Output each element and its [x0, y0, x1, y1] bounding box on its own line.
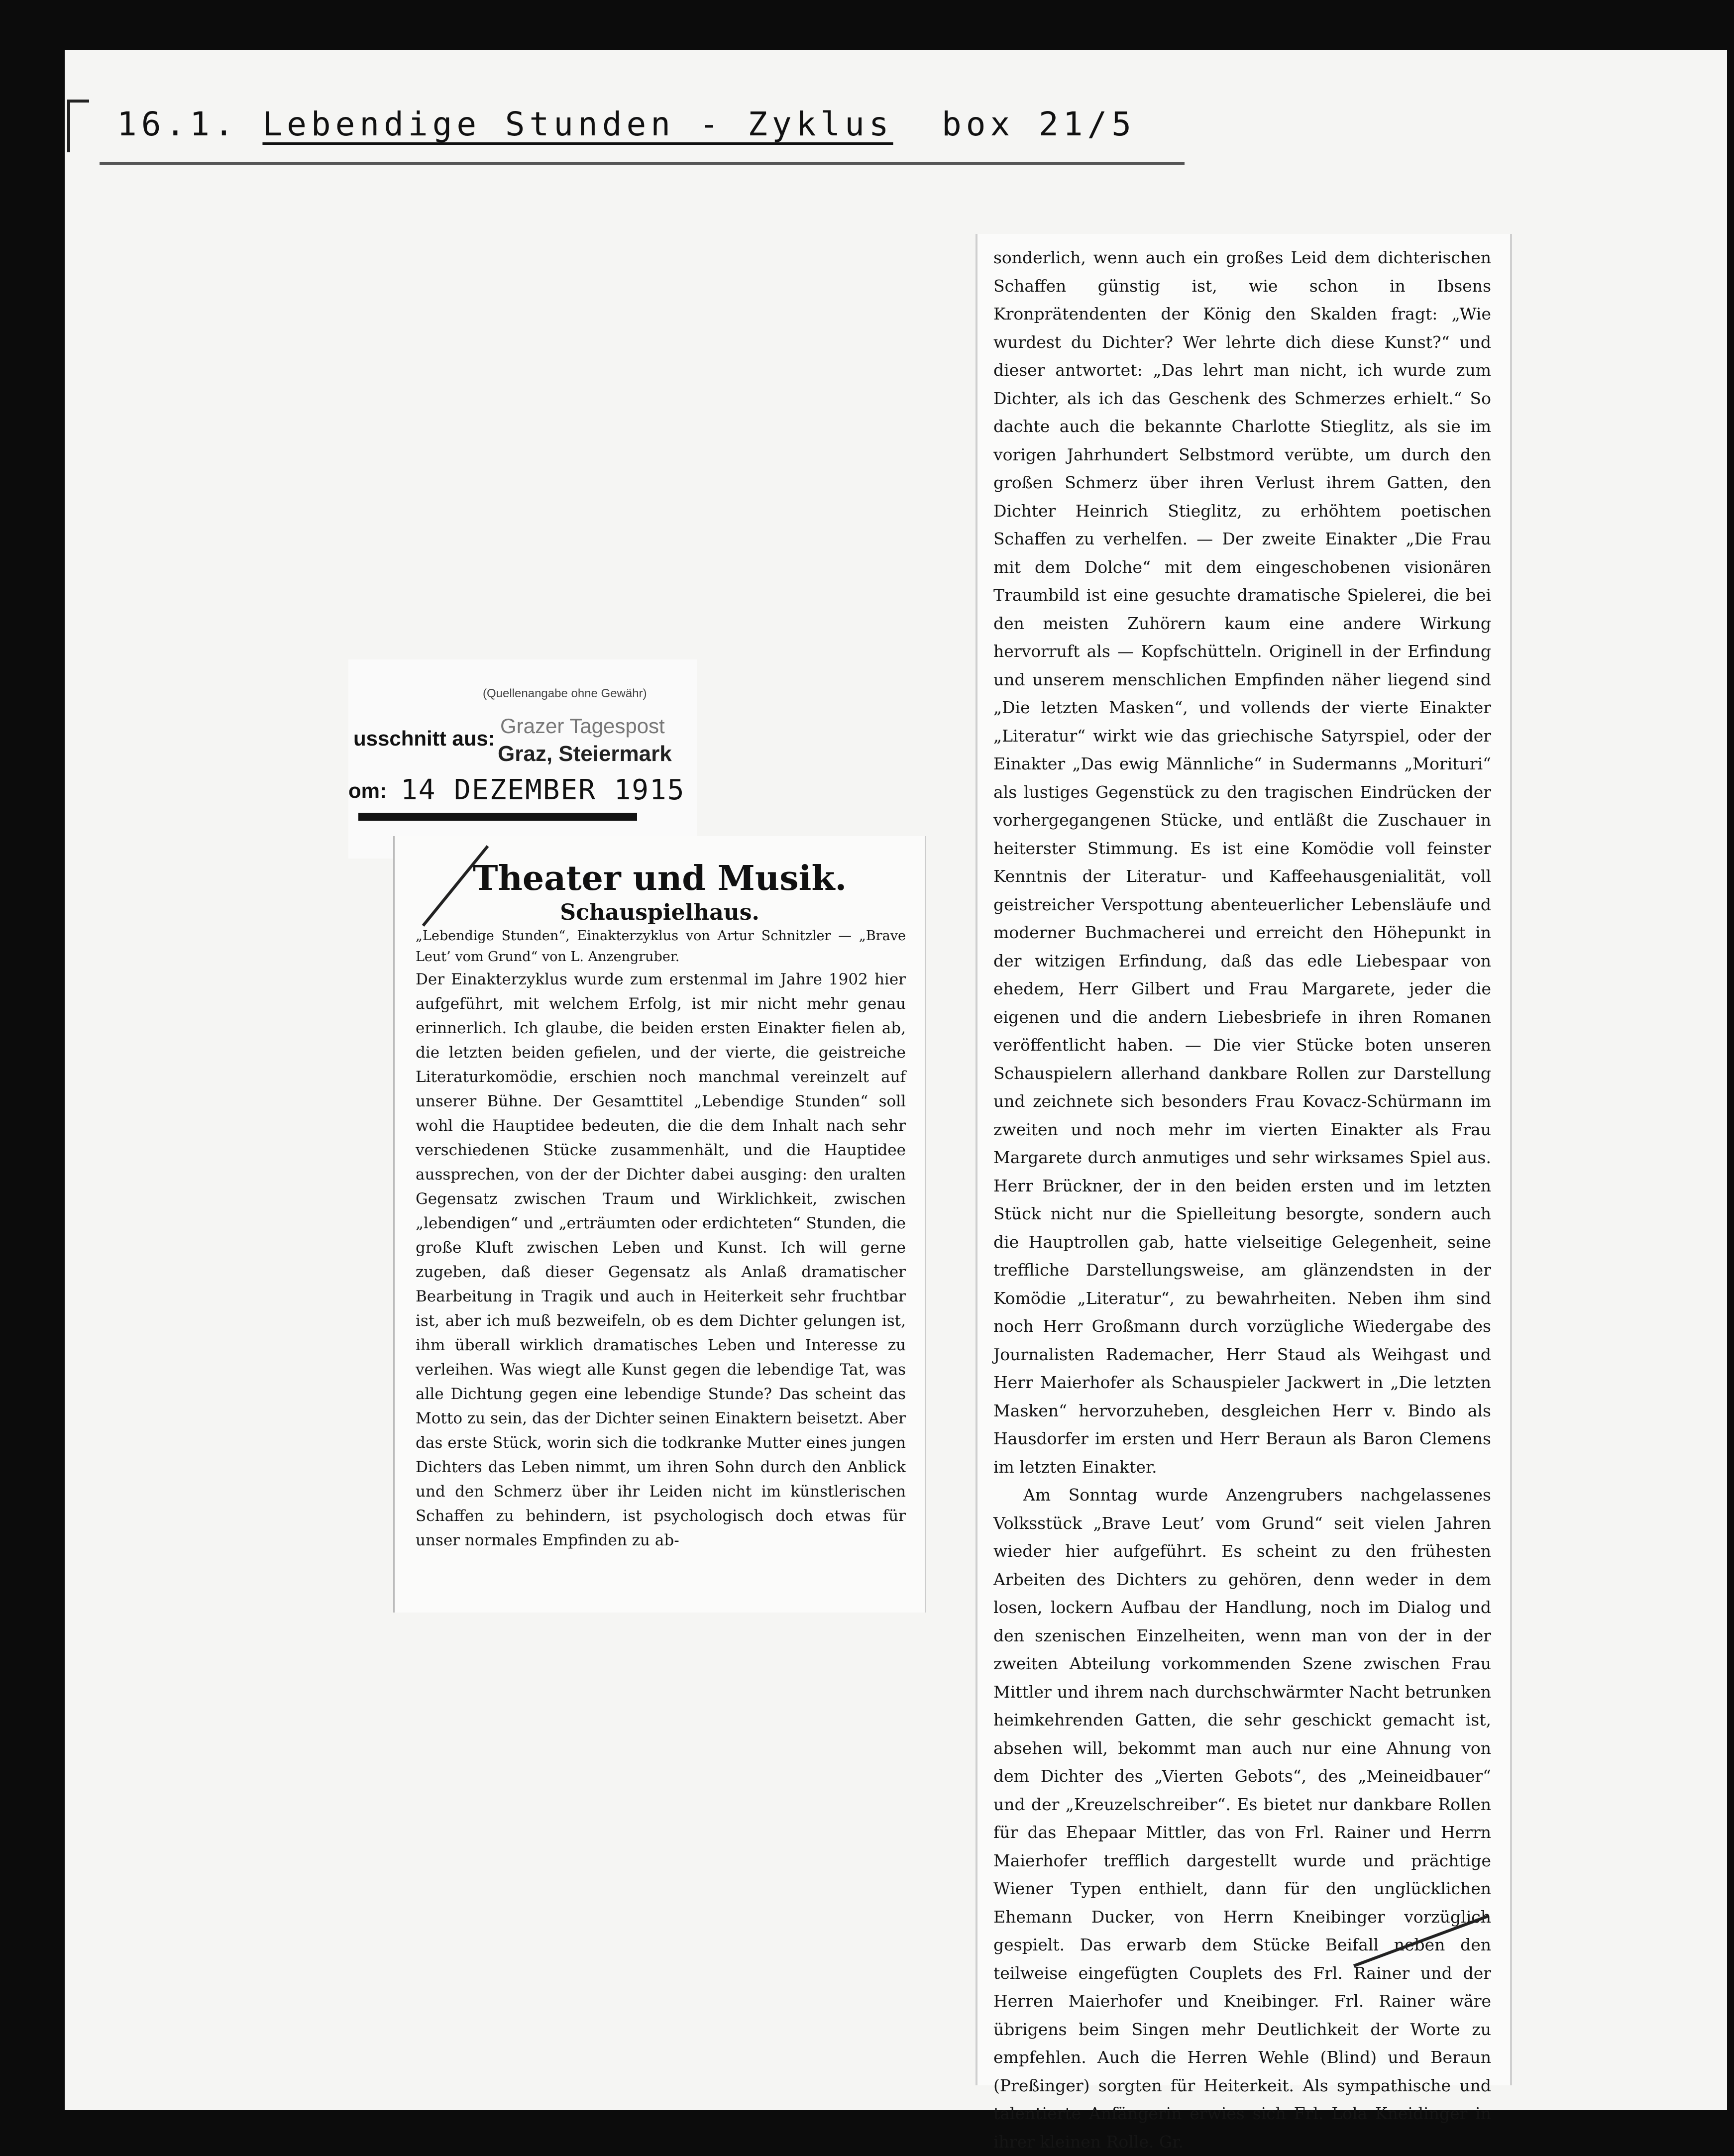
- clipping-left-body: Der Einakterzyklus wurde zum erstenmal im Jahre 1902 hier aufgeführt, mit welchem Erfolg, ist mir nicht mehr genau erinnerlich. Ich glaube, die beiden ersten Einakter fielen ab, die letzten beiden gefielen, und der vierte, die geistreiche Literaturkomödie, erschien noch manchmal vereinzelt auf unserer Bühne. Der Gesamttitel „Lebendige Stunden“ soll wohl die Hauptidee bedeuten, die die dem Inhalt nach sehr verschiedenen Stücke zusammenhält, und die Hauptidee aussprechen, von der der Dichter dabei ausging: den uralten Gegensatz zwischen Traum und Wirklichkeit, zwischen „lebendigen“ und „erträumten oder erdichteten“ Stunden, die große Kluft zwischen Leben und Kunst. Ich will gerne zugeben, daß dieser Gegensatz als Anlaß dramatischer Bearbeitung in Tragik und auch in Heiterkeit sehr fruchtbar ist, aber ich muß bezweifeln, ob es dem Dichter gelungen ist, ihm überall wirklich dramatisches Leben und Interesse zu verleihen. Was wiegt alle Kunst gegen die lebendige Tat, was alle Dichtung gegen eine lebendige Stunde? Das scheint das Motto zu sein, das der Dichter seinen Einaktern beisetzt. Aber das erste Stück, worin sich die todkranke Mutter eines jungen Dichters das Leben nimmt, um ihren Sohn durch den Anblick und den Schmerz über ihr Leiden nicht im künstlerischen Schaffen zu behindern, ist psychologisch doch etwas für unser normales Empfinden zu ab-: [416, 970, 906, 1549]
- stamp-city: Graz, Steiermark: [498, 742, 672, 766]
- stamp-label-ausschnitt: usschnitt aus:: [353, 727, 495, 750]
- clipping-subhead: Schauspielhaus.: [560, 900, 759, 925]
- archive-header: [117, 97, 1136, 152]
- clipping-right-paragraph: Am Sonntag wurde Anzengrubers nachgelassenes Volksstück „Brave Leut’ vom Grund“ seit vielen Jahren wieder hier aufgeführt. Es scheint zu den frühesten Arbeiten des Dichters zu gehören, denn weder in dem losen, lockern Aufbau der Handlung, noch im Dialog und den szenischen Einzelheiten, wenn man von der in der zweiten Abteilung vorkommenden Szene zwischen Frau Mittler und ihrem nach durchschwärmter Nacht betrunken heimkehrenden Gatten, die sehr geschickt gemacht ist, absehen will, bekommt man auch nur eine Ahnung von dem Dichter des „Vierten Gebots“, des „Meineidbauer“ und der „Kreuzelschreiber“. Es bietet nur dankbare Rollen für das Ehepaar Mittler, das von Frl. Rainer und Herrn Maierhofer trefflich dargestellt wurde und prächtige Wiener Typen enthielt, dann für den unglücklichen Ehemann Ducker, von Herrn Kneibinger vorzüglich gespielt. Das erwarb dem Stücke Beifall neben den teilweise eingefügten Couplets des Frl. Rainer und der Herren Maierhofer und Kneibinger. Frl. Rainer wäre übrigens beim Singen mehr Deutlichkeit der Worte zu empfehlen. Auch die Herren Wehle (Blind) und Beraun (Preßinger) sorgten für Heiterkeit. Als sympathische und talentierte Anfängerin erwies sich Frl. Lola Kneidinger in ihrer kleinen Rolle. Gr.: [993, 1485, 1491, 2152]
- clipping-right-column: [993, 244, 1491, 2156]
- header-rule: [100, 162, 1185, 165]
- header-bracket-mark: [67, 100, 89, 152]
- clipping-right-paragraph: sonderlich, wenn auch ein großes Leid dem dichterischen Schaffen günstig ist, wie schon in Ibsens Kronprätendenten der König den Skalden fragt: „Wie wurdest du Dichter? Wer lehrte dich diese Kunst?“ und dieser antwortet: „Das lehrt man nicht, ich wurde zum Dichter, als ich das Geschenk des Schmerzes erhielt.“ So dachte auch die bekannte Charlotte Stieglitz, als sie im vorigen Jahrhundert Selbstmord verübte, um durch den großen Schmerz über ihren Verlust ihrem Gatten, den Dichter Heinrich Stieglitz, zu erhöhtem poetischen Schaffen zu verhelfen. — Der zweite Einakter „Die Frau mit dem Dolche“ mit dem eingeschobenen visionären Traumbild ist eine gesuchte dramatische Spielerei, die bei den meisten Zuhörern kaum eine andere Wirkung hervorruft als — Kopfschütteln. Originell in der Erfindung und unserem menschlichen Empfinden näher liegend sind „Die letzten Masken“, und vollends der vierte Einakter „Literatur“ wirkt wie das griechische Satyrspiel, oder der Einakter „Das ewig Männliche“ in Sudermanns „Morituri“ als lustiges Gegenstück zu den tragischen Eindrücken der vorhergegangenen Stücke, und entläßt die Zuschauer in heiterster Stimmung. Es ist eine Komödie voll feinster Kenntnis der Literatur- und Kaffeehausgenialität, voll geistreicher Verspottung abenteuerlicher Lebensläufe und moderner Buchmacherei und erreicht den Höhepunkt in der witzigen Erfindung, daß das edle Liebespaar von ehedem, Herr Gilbert und Frau Margarete, jeder die eigenen und die andern Liebesbriefe in ihren Romanen veröffentlicht haben. — Die vier Stücke boten unseren Schauspielern allerhand dankbare Rollen zur Darstellung und zeichnete sich besonders Frau Kovacz-Schürmann im zweiten und noch mehr im vierten Einakter als Frau Margarete durch anmutiges und sehr wirksames Spiel aus. Herr Brückner, der in den beiden ersten und im letzten Stück nicht nur die Spielleitung besorgte, sondern auch die Hauptrollen gab, hatte vielseitige Gelegenheit, seine treffliche Darstellungsweise, am glänzendsten in der Komödie „Literatur“, zu bewahrheiten. Neben ihm sind noch Herr Großmann durch vorzügliche Wiedergabe des Journalisten Rademacher, Herr Staud als Weihgast und Herr Maierhofer als Schauspieler Jackwert in „Die letzten Masken“ hervorzuheben, desgleichen Herr v. Bindo als Hausdorfer im ersten und Herr Beraun als Baron Clemens im letzten Einakter.: [993, 248, 1491, 1477]
- clipping-headline: Theater und Musik.: [472, 859, 847, 898]
- pencil-slash-mark: [413, 841, 498, 931]
- stamp-newspaper: Grazer Tagespost: [500, 714, 665, 738]
- pencil-slash-mark: [1344, 1911, 1493, 1971]
- clipping-left-column: [416, 926, 906, 1553]
- stamp-date: 14 DEZEMBER 1915: [401, 774, 685, 806]
- clipping-stamp: [348, 659, 697, 859]
- header-number: 16.1.: [117, 105, 238, 143]
- clipping-byline: „Lebendige Stunden“, Einakterzyklus von Artur Schnitzler — „Brave Leut’ vom Grund“ von L. Anzengruber.: [416, 928, 906, 965]
- stamp-date-rule: [358, 813, 637, 821]
- newspaper-clipping-left: [393, 836, 926, 1613]
- stamp-label-vom: om:: [348, 779, 387, 802]
- stamp-source-note: (Quellenangabe ohne Gewähr): [483, 687, 647, 700]
- newspaper-clipping-right: [975, 234, 1512, 2152]
- header-box: box 21/5: [942, 105, 1136, 143]
- header-title: Lebendige Stunden - Zyklus: [262, 105, 893, 143]
